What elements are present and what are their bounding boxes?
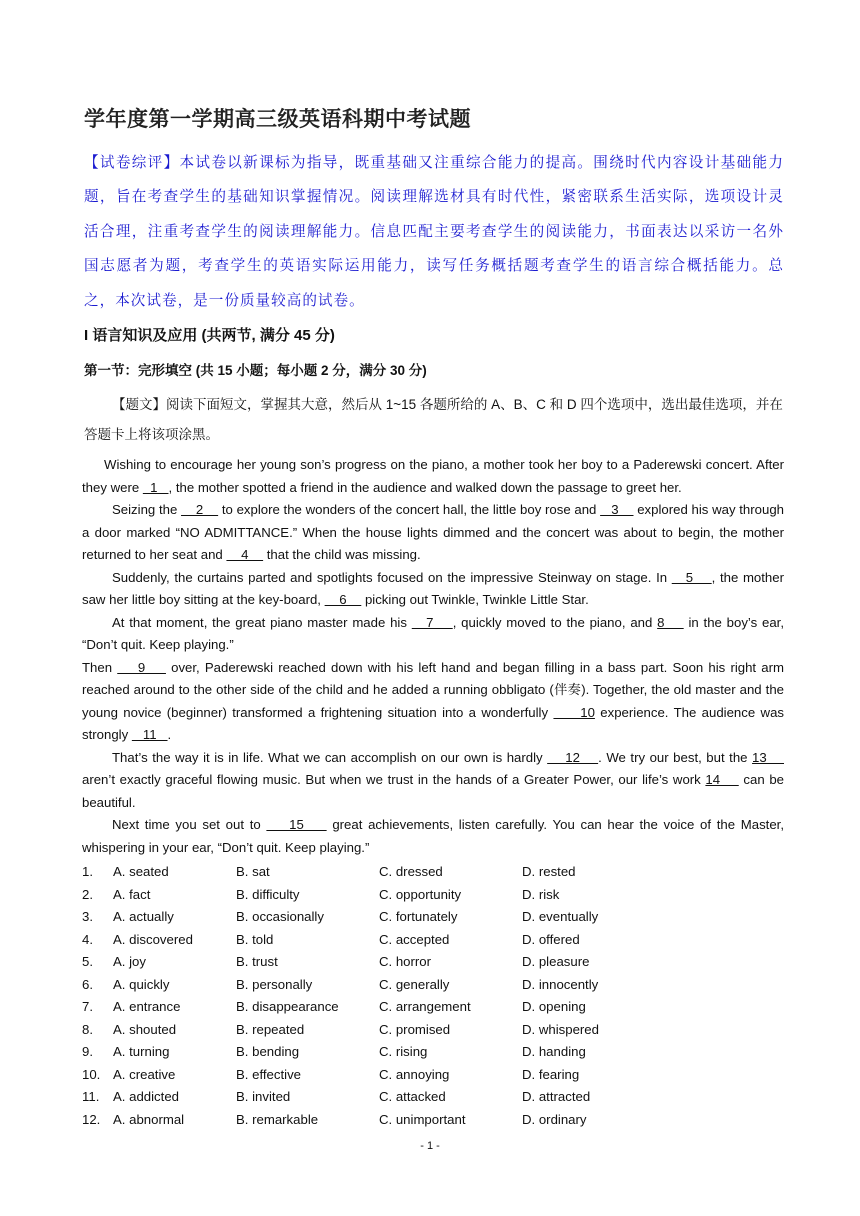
question-number: 11. (82, 1089, 100, 1104)
option-b: B. invited (236, 1089, 291, 1104)
page-title: 学年度第一学期高三级英语科期中考试题 (84, 106, 471, 131)
passage-text: over, Paderewski reached down with his left hand and began filling in a bass part. Soon his right arm reached around to the other side of the child and he added a running obbligato (伴奏). Together, the old master and the young novice (beginner) transformed a frightening situation into a wonderfully (82, 659, 784, 720)
option-d: D. innocently (522, 976, 599, 992)
paragraph (82, 567, 784, 612)
option-d: D. opening (522, 999, 586, 1014)
question-number: 10. (82, 1066, 101, 1082)
passage-text: Then (82, 659, 118, 675)
blank-13: 13 (752, 749, 784, 765)
passage-text: Wishing to encourage her young son’s progress on the piano, a mother took her boy to a Paderewski concert. After they were (82, 457, 784, 495)
passage-text: , quickly moved to the piano, and (452, 614, 658, 630)
passage-text: that the child was missing. (263, 547, 421, 562)
option-b: B. difficulty (236, 886, 300, 902)
exam-summary (84, 146, 784, 318)
option-d: D. risk (522, 886, 560, 902)
option-a: A. quickly (113, 976, 170, 992)
passage-text: Seizing the (112, 502, 182, 517)
paragraph (82, 747, 784, 815)
blank-4: 4 (226, 547, 264, 562)
option-row (82, 1064, 782, 1087)
blank-1: 1 (142, 479, 169, 495)
passage-text: That’s the way it is in life. What we can accomplish on our own is hardly (112, 749, 548, 765)
option-a: A. fact (113, 886, 151, 902)
passage-text: At that moment, the great piano master made his (112, 614, 412, 630)
summary-label: 【试卷综评】 (84, 154, 180, 171)
option-c: C. dressed (379, 864, 443, 879)
option-row (82, 861, 782, 884)
question-number: 2. (82, 886, 93, 902)
blank-8: 8 (657, 614, 684, 630)
option-d: D. fearing (522, 1066, 580, 1082)
option-b: B. bending (236, 1044, 300, 1059)
passage-text: great achievements, listen carefully. You can hear the voice of the Master, whispering in your ear, “Don’t quit. Keep playing.” (82, 817, 784, 855)
question-number: 12. (82, 1111, 101, 1127)
option-c: C. unimportant (379, 1111, 466, 1127)
option-d: D. attracted (522, 1089, 591, 1104)
option-c: C. opportunity (379, 886, 462, 902)
option-b: B. disappearance (236, 999, 339, 1014)
option-a: A. creative (113, 1066, 176, 1082)
blank-6: 6 (324, 592, 362, 607)
option-c: C. attacked (379, 1089, 446, 1104)
option-c: C. generally (379, 976, 450, 992)
passage-text: experience. The audience was strongly (82, 704, 784, 742)
passage-text: , the mother saw her little boy sitting at the key-board, (82, 569, 784, 607)
option-b: B. remarkable (236, 1111, 319, 1127)
option-a: A. discovered (113, 931, 193, 947)
option-row (82, 951, 782, 974)
passage-text: , the mother spotted a friend in the audience and walked down the passage to greet her. (168, 479, 682, 495)
paragraph (82, 657, 784, 747)
passage-text: picking out Twinkle, Twinkle Little Star. (361, 592, 589, 607)
question-number: 8. (82, 1021, 93, 1037)
question-number: 1. (82, 864, 93, 879)
option-row (82, 906, 782, 929)
option-a: A. seated (113, 864, 169, 879)
option-c: C. rising (379, 1044, 428, 1059)
option-b: B. effective (236, 1066, 301, 1082)
option-d: D. rested (522, 864, 576, 879)
paragraph (82, 454, 784, 499)
option-a: A. joy (113, 954, 146, 969)
blank-9: 9 (117, 659, 166, 675)
option-d: D. eventually (522, 909, 599, 924)
summary-text: 本试卷以新课标为指导，既重基础又注重综合能力的提高。围绕时代内容设计基础能力题，旨在考查学生的基础知识掌握情况。阅读理解选材具有时代性，紧密联系生活实际，选项设计灵活合理，注重考查学生的阅读理解能力。信息匹配主要考查学生的阅读能力，书面表达以采访一名外国志愿者为题，考查学生的英语实际运用能力，读写任务概括题考查学生的语言综合概括能力。总之，本次试卷，是一份质量较高的试卷。 (84, 154, 784, 309)
option-a: A. abnormal (113, 1111, 185, 1127)
blank-11: 11 (131, 727, 168, 742)
option-c: C. fortunately (379, 909, 458, 924)
passage-text: can be beautiful. (82, 772, 785, 810)
option-c: C. promised (379, 1021, 451, 1037)
option-a: A. shouted (113, 1021, 177, 1037)
page-number: - 1 - (420, 1140, 440, 1152)
question-number: 6. (82, 976, 93, 992)
option-a: A. turning (113, 1044, 170, 1059)
section-heading: I 语言知识及应用 (共两节, 满分 45 分) (84, 327, 335, 344)
blank-15: 15 (266, 817, 327, 832)
option-row (82, 1019, 782, 1042)
cloze-passage (82, 454, 784, 859)
option-a: A. addicted (113, 1089, 179, 1104)
blank-10: 10 (553, 704, 595, 720)
option-b: B. repeated (236, 1021, 305, 1037)
option-b: B. trust (236, 954, 278, 969)
blank-14: 14 (705, 772, 739, 787)
passage-text: aren’t exactly graceful flowing music. But when we trust in the hands of a Greater Power, our life’s work (82, 772, 706, 787)
option-d: D. whispered (522, 1021, 599, 1037)
option-d: D. handing (522, 1044, 586, 1059)
option-c: C. accepted (379, 931, 450, 947)
option-row (82, 929, 782, 952)
option-row (82, 884, 782, 907)
passage-text: to explore the wonders of the concert hall, the little boy rose and (218, 502, 601, 517)
blank-3: 3 (600, 502, 634, 517)
question-number: 5. (82, 954, 93, 969)
blank-12: 12 (547, 749, 599, 765)
option-row (82, 996, 782, 1019)
passage-text: in the boy’s ear, “Don’t quit. Keep playing.” (82, 614, 785, 652)
option-row (82, 1109, 782, 1132)
question-number: 7. (82, 999, 93, 1014)
blank-2: 2 (181, 502, 219, 517)
option-c: C. horror (379, 954, 432, 969)
option-b: B. occasionally (236, 909, 324, 924)
question-number: 3. (82, 909, 93, 924)
option-row (82, 974, 782, 997)
passage-text: Next time you set out to (112, 817, 267, 832)
option-b: B. sat (236, 864, 270, 879)
option-c: C. arrangement (379, 999, 471, 1014)
option-d: D. offered (522, 931, 580, 947)
option-a: A. entrance (113, 999, 181, 1014)
options-list (82, 861, 782, 1131)
question-number: 9. (82, 1044, 93, 1059)
passage-text: explored his way through a door marked “NO ADMITTANCE.” When the house lights dimmed and the concert was about to begin, the mother returned to her seat and (82, 502, 784, 562)
blank-7: 7 (411, 614, 453, 630)
paragraph (82, 612, 784, 657)
question-number: 4. (82, 931, 93, 947)
option-b: B. personally (236, 976, 313, 992)
instruction-text: 【题文】阅读下面短文，掌握其大意，然后从 1~15 各题所给的 A、B、C 和 D 四个选项中，选出最佳选项，并在答题卡上将该项涂黑。 (84, 397, 783, 442)
option-c: C. annoying (379, 1066, 450, 1082)
option-b: B. told (236, 931, 274, 947)
option-d: D. pleasure (522, 954, 590, 969)
option-row (82, 1041, 782, 1064)
subsection-heading: 第一节：完形填空 (共 15 小题；每小题 2 分，满分 30 分) (84, 363, 427, 378)
paragraph (82, 499, 784, 567)
paragraph (82, 814, 784, 859)
passage-text: . We try our best, but the (598, 749, 753, 765)
blank-5: 5 (671, 569, 712, 585)
passage-text: . (167, 727, 172, 742)
option-row (82, 1086, 782, 1109)
option-a: A. actually (113, 909, 174, 924)
passage-text: Suddenly, the curtains parted and spotlights focused on the impressive Steinway on stage. In (112, 569, 672, 585)
option-d: D. ordinary (522, 1111, 587, 1127)
